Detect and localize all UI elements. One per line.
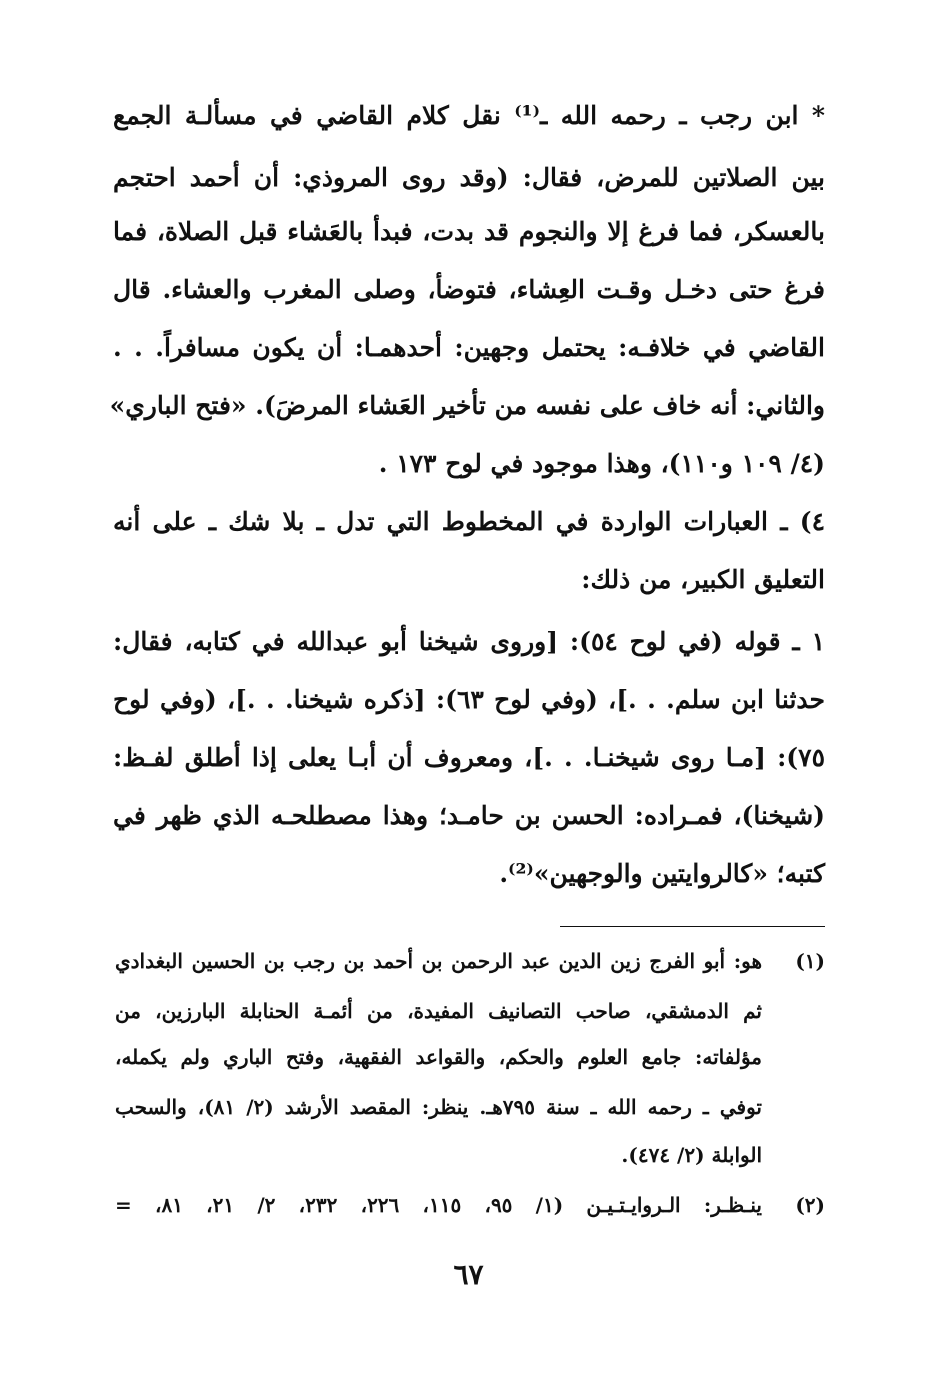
footnote-line: توفي ـ رحمه الله ـ سنة ٧٩٥هـ. ينظر: المقصد الأرشد (٢/ ٨١)، والسحب bbox=[115, 1095, 762, 1119]
footnote-line: مؤلفاته: جامع العلوم والحكم، والقواعد الفقهية، وفتح الباري ولم يكمله، bbox=[115, 1045, 762, 1069]
body-line: بين الصلاتين للمرض، فقال: (وقد روى المروذي: أن أحمد احتجم bbox=[113, 163, 825, 192]
body-line: التعليق الكبير، من ذلك: bbox=[581, 565, 825, 594]
footnote-line: الوابلة (٢/ ٤٧٤). bbox=[621, 1143, 762, 1167]
body-line: ١ ـ قوله (في لوح ٥٤): [وروى شيخنا أبو عبدالله في كتابه، فقال: bbox=[113, 627, 826, 656]
footnote-number: (٢) bbox=[795, 1193, 825, 1217]
body-line: حدثنا ابن سلم. . .]، (وفي لوح ٦٣): [ذكره شيخنا. . .]، (وفي لوح bbox=[113, 685, 825, 714]
body-line: كتبه؛ «كالروايتين والوجهين»⁽²⁾. bbox=[499, 859, 825, 888]
body-line: والثاني: أنه خاف على نفسه من تأخير العَشاء المرضَ). «فتح الباري» bbox=[109, 391, 825, 420]
body-line: القاضي في خلافـه: يحتمل وجهين: أحدهمـا: أن يكون مسافراً. . . bbox=[113, 333, 825, 362]
body-line: (٤/ ١٠٩ و١١٠)، وهذا موجود في لوح ١٧٣ . bbox=[378, 449, 825, 478]
footnote-separator bbox=[560, 926, 825, 927]
footnote-line: ينـظـر: الـروايـتـيـن (١/ ٩٥، ١١٥، ٢٢٦، ٢٣٢، ٢/ ٢١، ٨١، = bbox=[115, 1193, 763, 1217]
body-line: بالعسكر، فما فرغ إلا والنجوم قد بدت، فبدأ بالعَشاء قبل الصلاة، فما bbox=[113, 217, 825, 246]
body-line: (شيخنا)، فمـراده: الحسن بن حامـد؛ وهذا مصطلحـه الذي ظهر في bbox=[113, 801, 825, 830]
body-line: * ابن رجب ـ رحمه الله ـ⁽¹⁾ نقل كلام القاضي في مسألـة الجمع bbox=[113, 101, 825, 130]
page-number: ٦٧ bbox=[453, 1258, 484, 1291]
footnote-line: هو: أبو الفرج زين الدين عبد الرحمن بن أحمد بن رجب بن الحسين البغدادي bbox=[115, 949, 762, 973]
body-line: ٤) ـ العبارات الواردة في المخطوط التي تدل ـ بلا شك ـ على أنه bbox=[113, 507, 825, 536]
body-line: ٧٥): [مـا روى شيخنـا. . .]، ومعروف أن أبـا يعلى إذا أطلق لفـظ: bbox=[113, 743, 825, 772]
footnote-number: (١) bbox=[795, 949, 825, 973]
footnote-line: ثم الدمشقي، صاحب التصانيف المفيدة، من أئمـة الحنابلة البارزين، من bbox=[115, 999, 762, 1023]
body-line: فرغ حتى دخـل وقـت العِشاء، فتوضأ، وصلى المغرب والعشاء. قال bbox=[113, 275, 825, 304]
